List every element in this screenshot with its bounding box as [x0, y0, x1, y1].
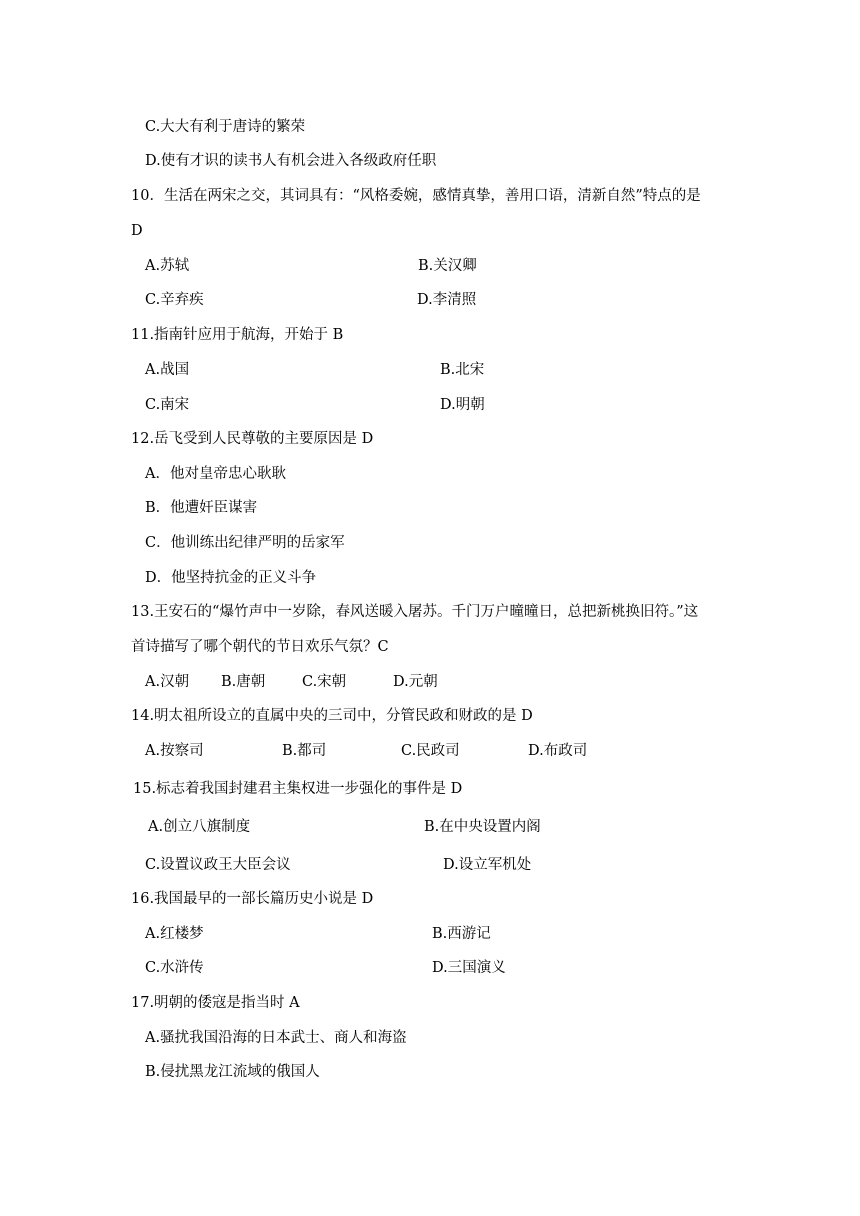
q17-option-b: B.侵扰黑龙江流域的俄国人: [145, 1064, 320, 1080]
q10-stem-answer: D: [131, 223, 143, 239]
q16-option-b: B.西游记: [432, 926, 491, 942]
q10-option-c: C.辛弃疾: [145, 292, 204, 308]
q12-option-c: C．他训练出纪律严明的岳家军: [145, 535, 345, 551]
q16-option-d: D.三国演义: [432, 960, 506, 976]
q15-option-b: B.在中央设置内阁: [424, 819, 541, 835]
q15-option-d: D.设立军机处: [443, 857, 532, 873]
q9-option-d: D.使有才识的读书人有机会进入各级政府任职: [145, 153, 437, 169]
q11-option-b: B.北宋: [440, 362, 485, 378]
q13-option-b: B.唐朝: [221, 674, 266, 690]
q17-option-a: A.骚扰我国沿海的日本武士、商人和海盗: [145, 1030, 407, 1046]
q12-option-b: B．他遭奸臣谋害: [145, 500, 258, 516]
q13-option-a: A.汉朝: [145, 674, 190, 690]
q13-stem: 13.王安石的“爆竹声中一岁除，春风送暖入屠苏。千门万户曈曈日，总把新桃换旧符。”这: [131, 604, 699, 620]
q16-option-a: A.红楼梦: [145, 926, 204, 942]
q10-stem: 10．生活在两宋之交，其词具有：“风格委婉，感情真挚，善用口语，清新自然”特点的是: [131, 188, 701, 204]
q12-option-a: A．他对皇帝忠心耿耿: [145, 466, 286, 482]
q13-stem-line2: 首诗描写了哪个朝代的节日欢乐气氛？C: [131, 639, 389, 655]
q12-option-d: D．他坚持抗金的正义斗争: [145, 570, 317, 586]
q10-option-a: A.苏轼: [145, 258, 190, 274]
q15-option-a: A.创立八旗制度: [148, 819, 251, 835]
q14-option-c: C.民政司: [401, 743, 460, 759]
q11-option-c: C.南宋: [145, 397, 190, 413]
q11-option-d: D.明朝: [440, 397, 485, 413]
q16-stem: 16.我国最早的一部长篇历史小说是 D: [131, 891, 374, 907]
q15-option-c: C.设置议政王大臣会议: [145, 857, 291, 873]
q14-option-a: A.按察司: [145, 743, 204, 759]
q10-option-d: D.李清照: [417, 292, 477, 308]
q17-stem: 17.明朝的倭寇是指当时 A: [131, 995, 300, 1011]
q12-stem: 12.岳飞受到人民尊敬的主要原因是 D: [131, 431, 374, 447]
q14-stem: 14.明太祖所设立的直属中央的三司中，分管民政和财政的是 D: [131, 708, 533, 724]
q11-option-a: A.战国: [145, 362, 190, 378]
q15-stem: 15.标志着我国封建君主集权进一步强化的事件是 D: [133, 781, 463, 797]
q14-option-d: D.布政司: [528, 743, 588, 759]
q13-option-d: D.元朝: [393, 674, 438, 690]
q16-option-c: C.水浒传: [145, 960, 204, 976]
q13-option-c: C.宋朝: [302, 674, 347, 690]
q14-option-b: B.都司: [282, 743, 327, 759]
q11-stem: 11.指南针应用于航海，开始于 B: [131, 327, 344, 343]
q9-option-c: C.大大有利于唐诗的繁荣: [145, 119, 306, 135]
q10-option-b: B.关汉卿: [418, 258, 477, 274]
